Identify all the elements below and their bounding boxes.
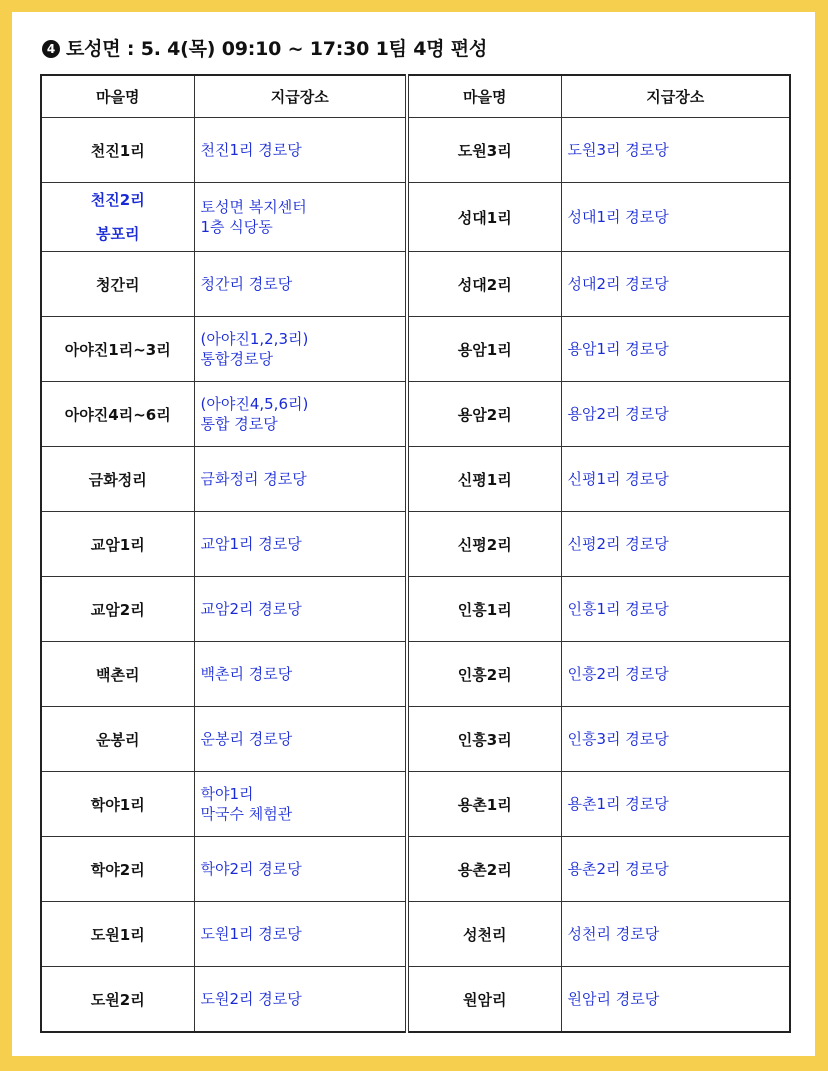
distribution-place-left xyxy=(194,382,407,447)
village-name-line: 학야1리 xyxy=(90,795,145,814)
village-name-right: 성대2리 xyxy=(407,252,561,317)
village-name-line: 백촌리 xyxy=(96,665,140,684)
header-place-right: 지급장소 xyxy=(561,75,790,118)
distribution-place-right: 신평2리 경로당 xyxy=(561,512,790,577)
distribution-place-right: 성천리 경로당 xyxy=(561,902,790,967)
place-line: 청간리 경로당 xyxy=(200,275,293,293)
village-name-left xyxy=(41,183,194,252)
village-name-left xyxy=(41,707,194,772)
village-name-left xyxy=(41,252,194,317)
distribution-place-right: 원암리 경로당 xyxy=(561,967,790,1033)
table-row xyxy=(41,577,790,642)
village-name-line: 도원1리 xyxy=(90,925,145,944)
village-name-left xyxy=(41,642,194,707)
distribution-place-left xyxy=(194,512,407,577)
village-name-left xyxy=(41,382,194,447)
village-name-line: 천진1리 xyxy=(90,141,145,160)
village-name-right: 용촌1리 xyxy=(407,772,561,837)
village-name-right: 신평2리 xyxy=(407,512,561,577)
village-name-right: 신평1리 xyxy=(407,447,561,512)
table-row xyxy=(41,382,790,447)
village-name-left xyxy=(41,902,194,967)
place-line: 통합경로당 xyxy=(200,350,273,368)
distribution-place-left xyxy=(194,902,407,967)
village-name-right: 용촌2리 xyxy=(407,837,561,902)
distribution-place-right: 용촌1리 경로당 xyxy=(561,772,790,837)
place-line: 1층 식당동 xyxy=(200,218,273,236)
distribution-place-left xyxy=(194,118,407,183)
place-line: 토성면 복지센터 xyxy=(200,198,307,216)
place-line: 운봉리 경로당 xyxy=(200,730,293,748)
village-name-right: 원암리 xyxy=(407,967,561,1033)
place-line: 도원2리 경로당 xyxy=(200,990,302,1008)
distribution-place-left xyxy=(194,707,407,772)
circled-number-icon: 4 xyxy=(42,40,60,58)
village-name-left xyxy=(41,837,194,902)
village-name-right: 성대1리 xyxy=(407,183,561,252)
distribution-place-right: 인흥1리 경로당 xyxy=(561,577,790,642)
village-name-line: 금화정리 xyxy=(88,470,147,489)
table-row xyxy=(41,183,790,252)
place-line: 학야2리 경로당 xyxy=(200,860,302,878)
village-name-right: 용암1리 xyxy=(407,317,561,382)
table-row xyxy=(41,837,790,902)
distribution-place-left xyxy=(194,183,407,252)
distribution-table xyxy=(40,74,791,1033)
village-name-left xyxy=(41,772,194,837)
table-row xyxy=(41,707,790,772)
table-row xyxy=(41,252,790,317)
village-name-left xyxy=(41,447,194,512)
distribution-place-right: 인흥2리 경로당 xyxy=(561,642,790,707)
village-name-left xyxy=(41,967,194,1033)
place-line: 학야1리 xyxy=(200,785,254,803)
distribution-place-right: 도원3리 경로당 xyxy=(561,118,790,183)
distribution-place-right: 성대2리 경로당 xyxy=(561,252,790,317)
table-body xyxy=(41,118,790,1033)
place-line: 통합 경로당 xyxy=(200,415,278,433)
village-name-left xyxy=(41,512,194,577)
village-name-right: 인흥1리 xyxy=(407,577,561,642)
table-row xyxy=(41,642,790,707)
place-line: 천진1리 경로당 xyxy=(200,141,302,159)
table-row xyxy=(41,902,790,967)
village-name-line: 청간리 xyxy=(96,275,140,294)
village-name-right: 인흥2리 xyxy=(407,642,561,707)
table-row xyxy=(41,772,790,837)
distribution-place-right: 신평1리 경로당 xyxy=(561,447,790,512)
table-row xyxy=(41,512,790,577)
distribution-place-right: 용암1리 경로당 xyxy=(561,317,790,382)
village-name-right: 도원3리 xyxy=(407,118,561,183)
table-header-row xyxy=(41,75,790,118)
table-row xyxy=(41,317,790,382)
table-row xyxy=(41,118,790,183)
place-line: 막국수 체험관 xyxy=(200,805,293,823)
place-line: (아야진4,5,6리) xyxy=(200,395,309,413)
village-name-left xyxy=(41,317,194,382)
distribution-place-left xyxy=(194,967,407,1033)
distribution-place-left xyxy=(194,772,407,837)
place-line: (아야진1,2,3리) xyxy=(200,330,309,348)
place-line: 백촌리 경로당 xyxy=(200,665,293,683)
document-sheet xyxy=(12,12,815,1056)
distribution-place-left xyxy=(194,317,407,382)
village-name-right: 인흥3리 xyxy=(407,707,561,772)
place-line: 금화정리 경로당 xyxy=(200,470,307,488)
village-name-line: 아야진1리~3리 xyxy=(64,340,171,359)
village-name-line: 봉포리 xyxy=(96,225,140,243)
place-line: 교암2리 경로당 xyxy=(200,600,302,618)
header-place-left: 지급장소 xyxy=(194,75,407,118)
distribution-place-right: 용암2리 경로당 xyxy=(561,382,790,447)
place-line: 도원1리 경로당 xyxy=(200,925,302,943)
distribution-place-left xyxy=(194,252,407,317)
table-row xyxy=(41,447,790,512)
page-title xyxy=(42,34,487,61)
distribution-place-right: 성대1리 경로당 xyxy=(561,183,790,252)
header-village-right: 마을명 xyxy=(407,75,561,118)
table-row xyxy=(41,967,790,1033)
village-name-right: 성천리 xyxy=(407,902,561,967)
village-name-line: 아야진4리~6리 xyxy=(64,405,171,424)
distribution-place-left xyxy=(194,577,407,642)
village-name-line: 도원2리 xyxy=(90,990,145,1009)
village-name-line: 천진2리 xyxy=(90,191,145,209)
title-text: 토성면 : 5. 4(목) 09:10 ~ 17:30 1팀 4명 편성 xyxy=(66,38,488,60)
village-name-left xyxy=(41,118,194,183)
village-name-line: 운봉리 xyxy=(96,730,140,749)
distribution-place-left xyxy=(194,837,407,902)
distribution-place-left xyxy=(194,447,407,512)
place-line: 교암1리 경로당 xyxy=(200,535,302,553)
village-name-line: 학야2리 xyxy=(90,860,145,879)
distribution-place-right: 용촌2리 경로당 xyxy=(561,837,790,902)
village-name-line: 교암2리 xyxy=(90,600,145,619)
distribution-place-left xyxy=(194,642,407,707)
village-name-line: 교암1리 xyxy=(90,535,145,554)
village-name-left xyxy=(41,577,194,642)
village-name-right: 용암2리 xyxy=(407,382,561,447)
distribution-place-right: 인흥3리 경로당 xyxy=(561,707,790,772)
header-village-left: 마을명 xyxy=(41,75,194,118)
